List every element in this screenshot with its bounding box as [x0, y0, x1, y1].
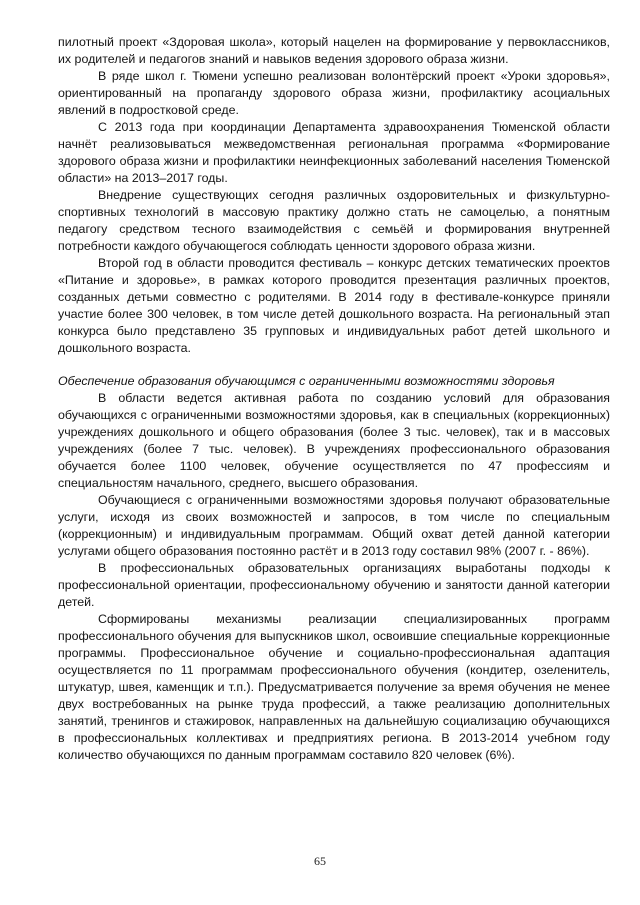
page-number: 65 [314, 854, 326, 868]
paragraph-special-education: В области ведется активная работа по созданию условий для образования обучающихся с ограниченными возможностями здоровья, как в специальных (коррекционных) учреждениях дошкольного и общего образования (более 3 тыс. человек), так и в массовых учреждениях (более 7 тыс. человек). В учреждениях профессионального образования обучается более 1100 человек, обучение осуществляется по 47 профессиям и специальностям начального, среднего, высшего образования. [58, 391, 610, 490]
paragraph-coverage: Обучающиеся с ограниченными возможностями здоровья получают образовательные услуги, исходя из своих возможностей и запросов, в том числе по специальным (коррекционным) и индивидуальным программам. Общий охват детей данной категории услугами общего образования постоянно растёт и в 2013 году составил 98% (2007 г. - 86%). [58, 493, 610, 558]
paragraph-healthy-school: пилотный проект «Здоровая школа», который нацелен на формирование у первоклассников, их родителей и педагогов знаний и навыков ведения здорового образа жизни. [58, 35, 610, 66]
paragraph-regional-program: С 2013 года при координации Департамента здравоохранения Тюменской области начнёт реализовываться межведомственная региональная программа «Формирование здорового образа жизни и профилактики неинфекционных заболеваний населения Тюменской области» на 2013–2017 годы. [58, 120, 610, 185]
paragraph-health-technologies: Внедрение существующих сегодня различных оздоровительных и физкультурно-спортивных технологий в массовую практику должно стать не самоцелью, а понятным педагогу средством тесного взаимодействия с семьёй и формирования внутренней потребности каждого обучающегося соблюдать ценности здорового образа жизни. [58, 188, 610, 253]
paragraph-volunteer-project: В ряде школ г. Тюмени успешно реализован волонтёрский проект «Уроки здоровья», ориентированный на пропаганду здорового образа жизни, профилактику асоциальных явлений в подростковой среде. [58, 69, 610, 117]
document-page [58, 34, 610, 764]
paragraph-vocational-approaches: В профессиональных образовательных организациях выработаны подходы к профессиональной ориентации, профессиональному обучению и занятости данной категории детей. [58, 561, 610, 609]
paragraph-festival: Второй год в области проводится фестиваль – конкурс детских тематических проектов «Питание и здоровье», в рамках которого проводится презентация различных проектов, созданных детьми совместно с родителями. В 2014 году в фестивале-конкурсе приняли участие более 300 человек, в том числе детей дошкольного возраста. На региональный этап конкурса было представлено 35 групповых и индивидуальных работ детей школьного и дошкольного возраста. [58, 256, 610, 355]
paragraph-vocational-programs: Сформированы механизмы реализации специализированных программ профессионального обучения для выпускников школ, освоившие специальные коррекционные программы. Профессиональное обучение и социально-профессиональная адаптация осуществляется по 11 программам профессионального обучения (кондитер, озеленитель, штукатур, швея, каменщик и т.п.). Предусматривается получение за время обучения не менее двух востребованных на рынке труда профессий, а также реализацию дополнительных занятий, тренингов и стажировок, направленных на дальнейшую социализацию обучающихся в профессиональных коллективах и предприятиях региона. В 2013-2014 учебном году количество обучающихся по данным программам составило 820 человек (6%). [58, 612, 610, 762]
section-heading: Обеспечение образования обучающимся с ограниченными возможностями здоровья [58, 374, 555, 388]
